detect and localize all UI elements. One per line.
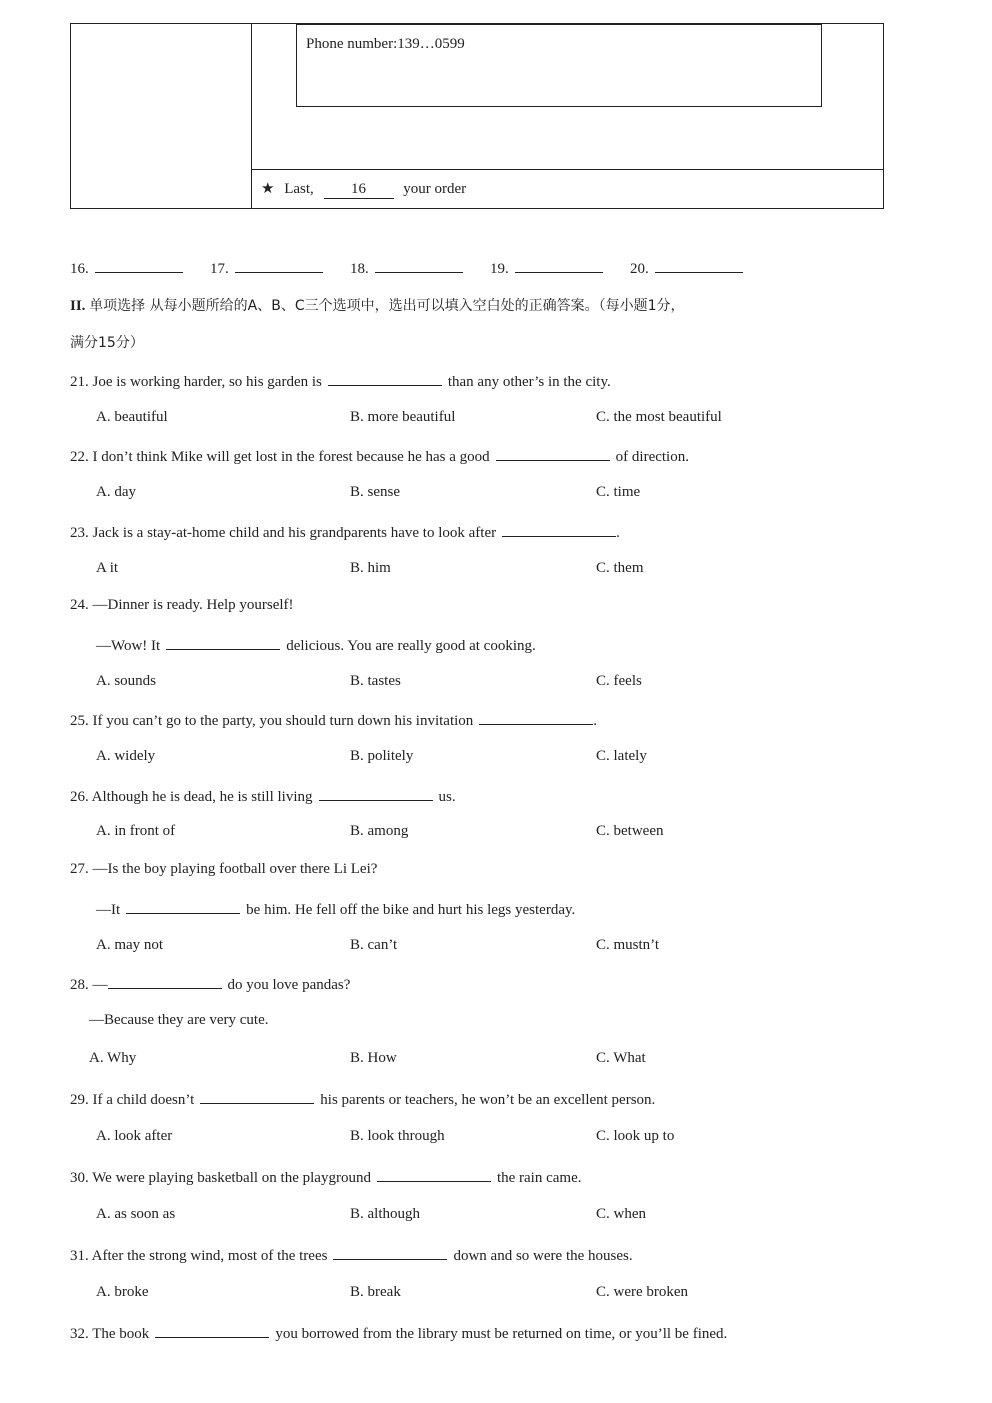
answer-blank[interactable] [126, 899, 240, 914]
option-a[interactable]: A. in front of [96, 823, 176, 839]
answer-blank[interactable] [496, 446, 610, 461]
question-27-reply: —It be him. He fell off the bike and hurt his legs yesterday. [96, 899, 575, 919]
star-icon: ★ [261, 181, 275, 197]
option-b[interactable]: B. tastes [350, 673, 401, 689]
option-c[interactable]: C. were broken [596, 1284, 689, 1300]
last-suffix: your order [403, 181, 467, 197]
option-b[interactable]: B. politely [350, 748, 414, 764]
question-30: 30. We were playing basketball on the playground the rain came. [70, 1167, 581, 1187]
answer-blank[interactable] [655, 258, 743, 273]
option-a[interactable]: A. look after [96, 1128, 173, 1144]
question-21: 21. Joe is working harder, so his garden is than any other’s in the city. [70, 371, 611, 391]
answer-blank[interactable] [319, 786, 433, 801]
option-b[interactable]: B. sense [350, 484, 400, 500]
option-c[interactable]: C. feels [596, 673, 642, 689]
answer-blank[interactable] [155, 1323, 269, 1338]
blank-16-filled: 16 [324, 181, 394, 199]
option-c[interactable]: C. the most beautiful [596, 409, 722, 425]
question-28-reply: —Because they are very cute. [89, 1012, 269, 1028]
option-b[interactable]: B. look through [350, 1128, 445, 1144]
section-number: II. [70, 298, 86, 314]
option-b[interactable]: B. How [350, 1050, 397, 1066]
question-24: 24. —Dinner is ready. Help yourself! [70, 597, 294, 613]
question-24-reply: —Wow! It delicious. You are really good at cooking. [96, 635, 536, 655]
question-23: 23. Jack is a stay-at-home child and his grandparents have to look after . [70, 522, 620, 542]
answer-blank[interactable] [375, 258, 463, 273]
option-c[interactable]: C. mustn’t [596, 937, 660, 953]
option-a[interactable]: A. broke [96, 1284, 149, 1300]
option-b[interactable]: B. although [350, 1206, 420, 1222]
table-row-divider [252, 169, 884, 170]
answer-19: 19. [490, 258, 609, 278]
option-a[interactable]: A. beautiful [96, 409, 168, 425]
last-prefix: Last, [284, 181, 314, 197]
option-b[interactable]: B. can’t [350, 937, 398, 953]
section-heading [70, 295, 685, 315]
section-instructions-cont: 满分15分） [70, 335, 144, 351]
answer-blank[interactable] [502, 522, 616, 537]
option-b[interactable]: B. him [350, 560, 391, 576]
phone-box [296, 24, 822, 107]
answer-16: 16. [70, 258, 189, 278]
last-order-line [261, 179, 466, 199]
answer-blank[interactable] [333, 1245, 447, 1260]
option-a[interactable]: A. as soon as [96, 1206, 176, 1222]
option-a[interactable]: A. sounds [96, 673, 157, 689]
option-c[interactable]: C. lately [596, 748, 647, 764]
answer-blank[interactable] [235, 258, 323, 273]
option-b[interactable]: B. among [350, 823, 409, 839]
question-31: 31. After the strong wind, most of the trees down and so were the houses. [70, 1245, 633, 1265]
phone-number-text: Phone number:139…0599 [306, 36, 465, 52]
question-32: 32. The book you borrowed from the library must be returned on time, or you’ll be fined. [70, 1323, 727, 1343]
answer-blank[interactable] [479, 710, 593, 725]
answer-blank[interactable] [108, 974, 222, 989]
option-a[interactable]: A. Why [89, 1050, 137, 1066]
answer-18: 18. [350, 258, 469, 278]
option-c[interactable]: C. between [596, 823, 664, 839]
answer-blank[interactable] [95, 258, 183, 273]
option-c[interactable]: C. What [596, 1050, 646, 1066]
option-c[interactable]: C. them [596, 560, 644, 576]
option-a[interactable]: A. day [96, 484, 136, 500]
option-a[interactable]: A. may not [96, 937, 164, 953]
answer-blank[interactable] [328, 371, 442, 386]
option-b[interactable]: B. break [350, 1284, 401, 1300]
section-instructions: 单项选择 从每小题所给的A、B、C三个选项中，选出可以填入空白处的正确答案。（每小题1分， [89, 298, 685, 314]
question-29: 29. If a child doesn’t his parents or teachers, he won’t be an excellent person. [70, 1089, 655, 1109]
answer-17: 17. [210, 258, 329, 278]
order-table [70, 23, 884, 209]
question-27: 27. —Is the boy playing football over there Li Lei? [70, 861, 378, 877]
option-c[interactable]: C. when [596, 1206, 646, 1222]
question-26: 26. Although he is dead, he is still living us. [70, 786, 456, 806]
table-column-divider [251, 24, 252, 209]
answer-blank[interactable] [166, 635, 280, 650]
question-28: 28. — do you love pandas? [70, 974, 350, 994]
option-c[interactable]: C. time [596, 484, 641, 500]
answer-blank[interactable] [200, 1089, 314, 1104]
option-b[interactable]: B. more beautiful [350, 409, 456, 425]
question-25: 25. If you can’t go to the party, you should turn down his invitation . [70, 710, 597, 730]
option-c[interactable]: C. look up to [596, 1128, 675, 1144]
option-a[interactable]: A. widely [96, 748, 156, 764]
answer-20: 20. [630, 258, 749, 278]
question-22: 22. I don’t think Mike will get lost in the forest because he has a good of direction. [70, 446, 689, 466]
option-a[interactable]: A it [96, 560, 119, 576]
answer-blank[interactable] [515, 258, 603, 273]
answer-blank[interactable] [377, 1167, 491, 1182]
